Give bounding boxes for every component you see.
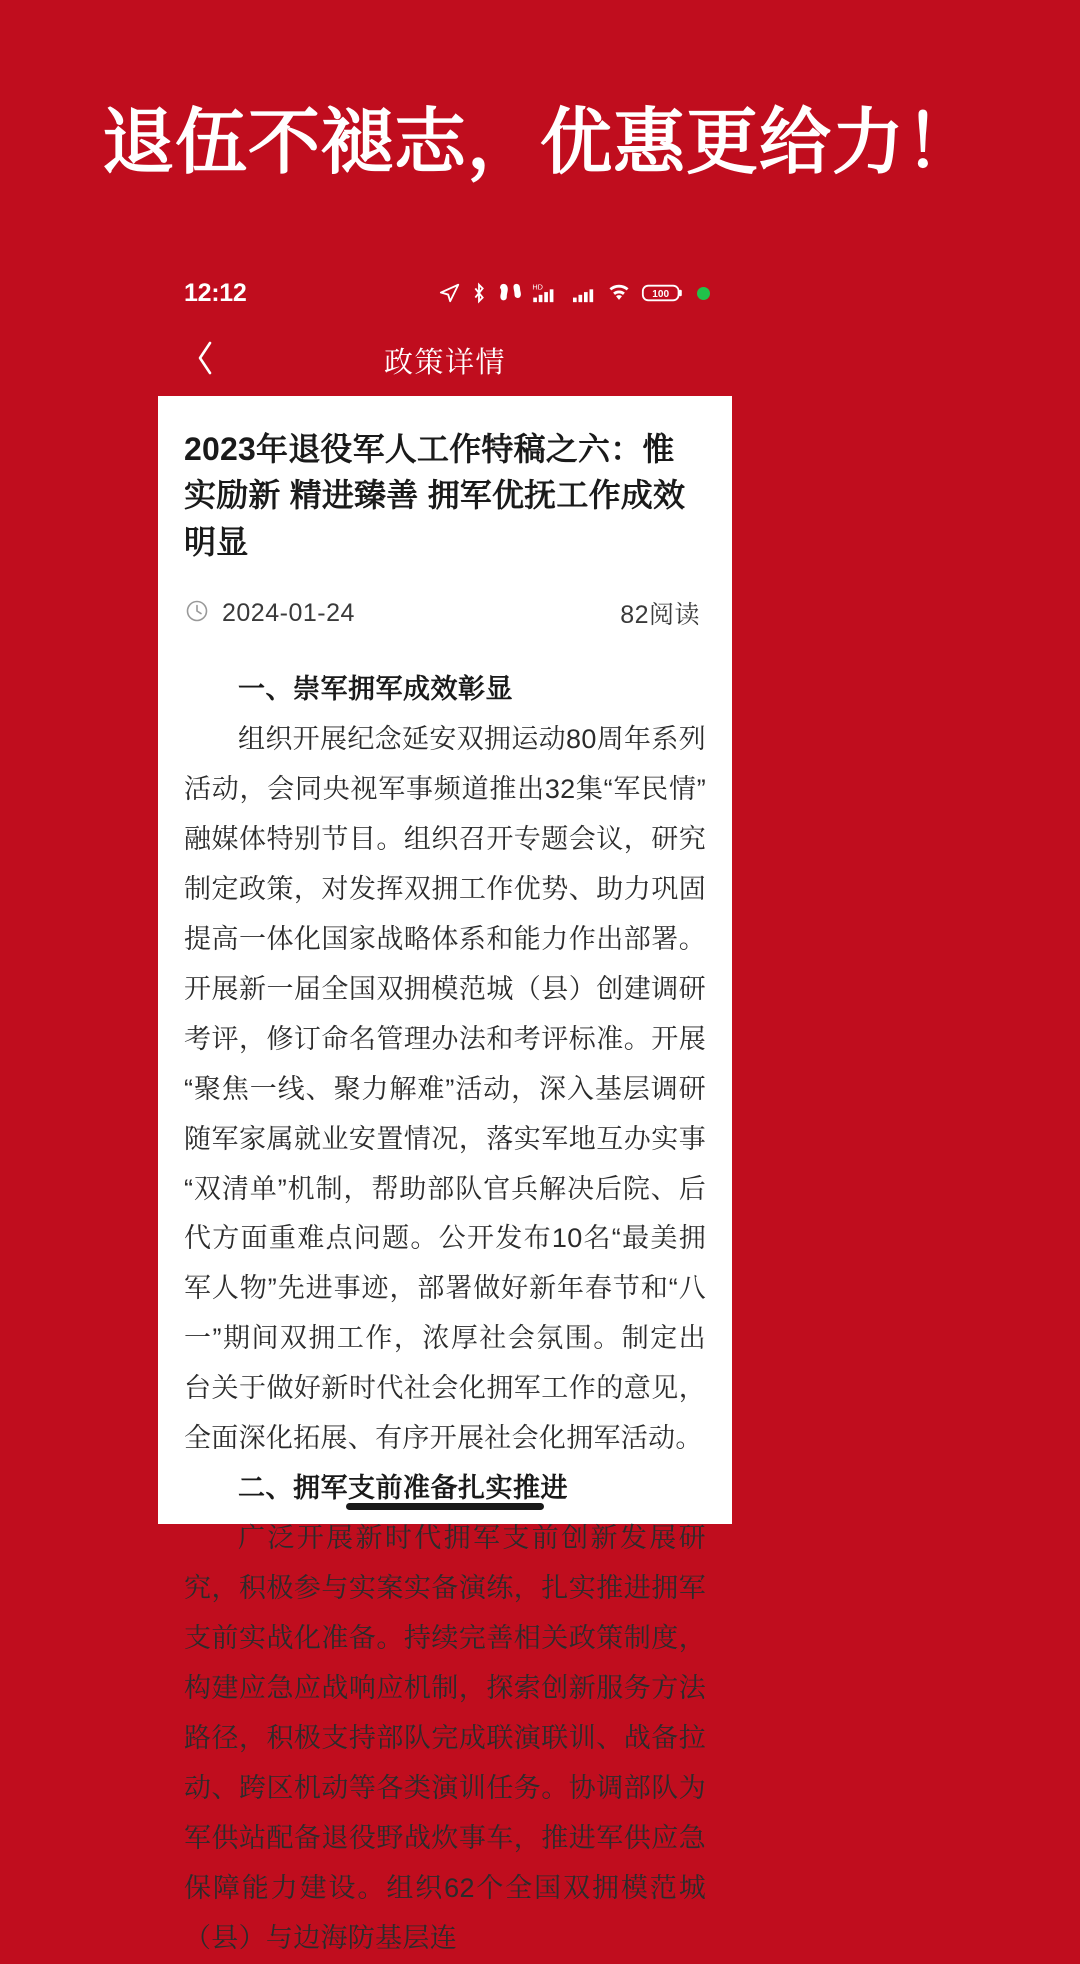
section-heading-1: 一、崇军拥军成效彰显 (238, 674, 513, 705)
section-paragraph-1: 组织开展纪念延安双拥运动80周年系列活动，会同央视军事频道推出32集“军民情”融媒体特别节目。组织召开专题会议，研究制定政策，对发挥双拥工作优势、助力巩固提高一体化国家战略体系和能力作出部署。开展新一届全国双拥模范城（县）创建调研考评，修订命名管理办法和考评标准。开展“聚焦一线、聚力解难”活动，深入基层调研随军家属就业安置情况，落实军地互办实事“双清单”机制，帮助部队官兵解决后院、后代方面重难点问题。公开发布10名“最美拥军人物”先进事迹，部署做好新年春节和“八一”期间双拥工作，浓厚社会氛围。制定出台关于做好新时代社会化拥军工作的意见，全面深化拓展、有序开展社会化拥军活动。 (184, 724, 706, 1454)
article-date: 2024-01-24 (222, 598, 355, 627)
wifi-icon (606, 282, 632, 304)
battery-level-text: 100 (652, 289, 670, 301)
status-bar-clock: 12:12 (184, 278, 247, 307)
article-date-group (184, 598, 355, 629)
bluetooth-icon (470, 282, 488, 304)
location-arrow-icon (439, 282, 461, 304)
article-read-count: 82阅读 (620, 601, 700, 630)
recording-dot-icon (697, 287, 710, 300)
svg-text:HD: HD (532, 282, 543, 292)
phone-screen (158, 262, 732, 1953)
chevron-left-icon (194, 339, 216, 382)
page-title: 政策详情 (383, 346, 506, 379)
earbuds-icon (497, 282, 523, 304)
article-title: 2023年退役军人工作特稿之六：惟实励新 精进臻善 拥军优抚工作成效明显 (184, 431, 686, 560)
article-meta-row (184, 595, 706, 631)
promo-headline: 退伍不褪志，优惠更给力！ (101, 103, 978, 183)
home-indicator[interactable] (346, 1503, 544, 1510)
battery-icon (641, 282, 685, 304)
status-bar (158, 262, 732, 324)
status-bar-icons (439, 282, 710, 304)
section-heading-2: 二、拥军支前准备扎实推进 (238, 1473, 568, 1504)
clock-icon (184, 598, 210, 629)
nav-bar (158, 324, 732, 396)
section-paragraph-2: 广泛开展新时代拥军支前创新发展研究，积极参与实案实备演练，扎实推进拥军支前实战化准备。持续完善相关政策制度，构建应急应战响应机制，探索创新服务方法路径，积极支持部队完成联演联训、战备拉动、跨区机动等各类演训任务。协调部队为军供站配备退役野战炊事车，推进军供应急保障能力建设。组织62个全国双拥模范城（县）与边海防基层连 (184, 1523, 706, 1953)
hd-signal-icon (532, 282, 562, 304)
back-button[interactable] (176, 324, 234, 396)
article-scroll-area[interactable] (158, 396, 732, 1953)
signal-bars-icon (571, 282, 597, 304)
